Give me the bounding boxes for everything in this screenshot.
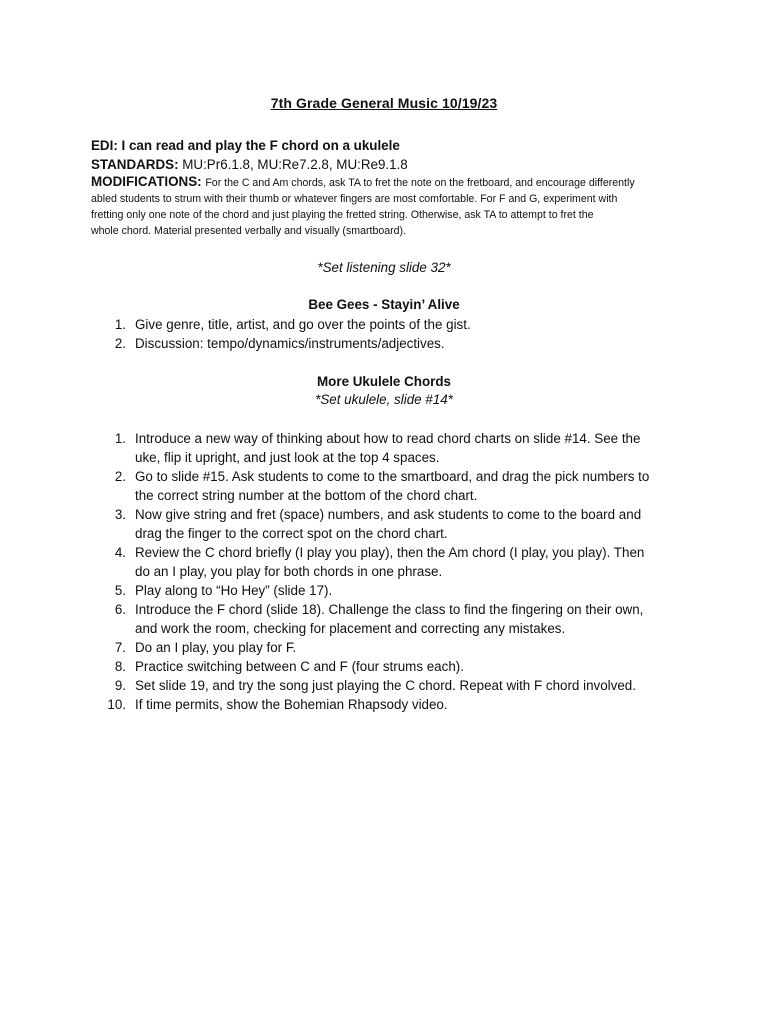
page-title: 7th Grade General Music 10/19/23: [270, 95, 498, 111]
list-item: [91, 505, 691, 543]
list-item-text: Give genre, title, artist, and go over the points of the gist.: [135, 317, 471, 332]
list-item-number: 2.: [114, 469, 126, 484]
list-item-text: If time permits, show the Bohemian Rhapsody video.: [135, 697, 448, 712]
list-item-text: Review the C chord briefly (I play you play), then the Am chord (I play, you play). Then: [135, 545, 645, 560]
list-item-text: drag the finger to the correct spot on the chord chart.: [135, 526, 448, 541]
list-item-text: Do an I play, you play for F.: [135, 640, 297, 655]
list-item-text: Practice switching between C and F (four strums each).: [135, 659, 464, 674]
list-item-text: Discussion: tempo/dynamics/instruments/adjectives.: [135, 336, 445, 351]
list-item-number: 9.: [114, 678, 126, 693]
list-item-number: 1.: [114, 431, 126, 446]
list-item: [91, 581, 691, 600]
list-item: [91, 467, 691, 505]
section2-list: [91, 429, 691, 714]
list-item-text: and work the room, checking for placement and correcting any mistakes.: [135, 621, 566, 636]
standards-line: [91, 155, 681, 174]
list-item-number: 10.: [107, 697, 126, 712]
modifications-label: MODIFICATIONS:: [91, 174, 202, 189]
section1-list: [91, 315, 691, 353]
modifications-text-4: whole chord. Material presented verbally and visually (smartboard).: [91, 225, 407, 237]
list-item-number: 2.: [114, 336, 126, 351]
list-item-number: 8.: [114, 659, 126, 674]
section1-heading: Bee Gees - Stayin’ Alive: [308, 297, 460, 312]
list-item-number: 3.: [114, 507, 126, 522]
list-item: [91, 695, 691, 714]
section2-note: *Set ukulele, slide #14*: [315, 392, 453, 407]
modifications-text-1: For the C and Am chords, ask TA to fret the note on the fretboard, and encourage differently: [205, 177, 635, 189]
list-item-text: Set slide 19, and try the song just playing the C chord. Repeat with F chord involved.: [135, 678, 636, 693]
list-item-number: 6.: [114, 602, 126, 617]
list-item-text: Introduce a new way of thinking about how to read chord charts on slide #14. See the: [135, 431, 641, 446]
section2-heading: More Ukulele Chords: [317, 374, 451, 389]
list-item-text: Introduce the F chord (slide 18). Challenge the class to find the fingering on their own,: [135, 602, 644, 617]
list-item-text: the correct string number at the bottom of the chord chart.: [135, 488, 478, 503]
list-item-number: 7.: [114, 640, 126, 655]
list-item-text: do an I play, you play for both chords in one phrase.: [135, 564, 443, 579]
modifications-text-2: abled students to strum with their thumb or whatever fingers are most comfortable. For F and G, experiment with: [91, 193, 618, 205]
modifications-paragraph: [91, 174, 681, 239]
modifications-line-1: [91, 174, 681, 191]
list-item: [91, 657, 691, 676]
lesson-header: [91, 136, 681, 239]
list-item-number: 4.: [114, 545, 126, 560]
list-item-number: 1.: [114, 317, 126, 332]
list-item: [91, 676, 691, 695]
list-item-text: Play along to “Ho Hey” (slide 17).: [135, 583, 333, 598]
list-item-text: Go to slide #15. Ask students to come to the smartboard, and drag the pick numbers to: [135, 469, 650, 484]
list-item: [91, 429, 691, 467]
list-item: [91, 600, 691, 638]
standards-label: STANDARDS:: [91, 157, 179, 172]
standards-value: MU:Pr6.1.8, MU:Re7.2.8, MU:Re9.1.8: [182, 157, 408, 172]
list-item-number: 5.: [114, 583, 126, 598]
list-item: [91, 334, 691, 353]
list-item: [91, 543, 691, 581]
listening-note: *Set listening slide 32*: [317, 260, 451, 275]
list-item-text: Now give string and fret (space) numbers, and ask students to come to the board and: [135, 507, 642, 522]
edi-statement: EDI: I can read and play the F chord on a ukulele: [91, 138, 400, 153]
modifications-text-3: fretting only one note of the chord and just playing the fretted string. Otherwise, ask TA to attempt to fret the: [91, 209, 594, 221]
list-item-text: uke, flip it upright, and just look at the top 4 spaces.: [135, 450, 440, 465]
list-item: [91, 638, 691, 657]
list-item: [91, 315, 691, 334]
